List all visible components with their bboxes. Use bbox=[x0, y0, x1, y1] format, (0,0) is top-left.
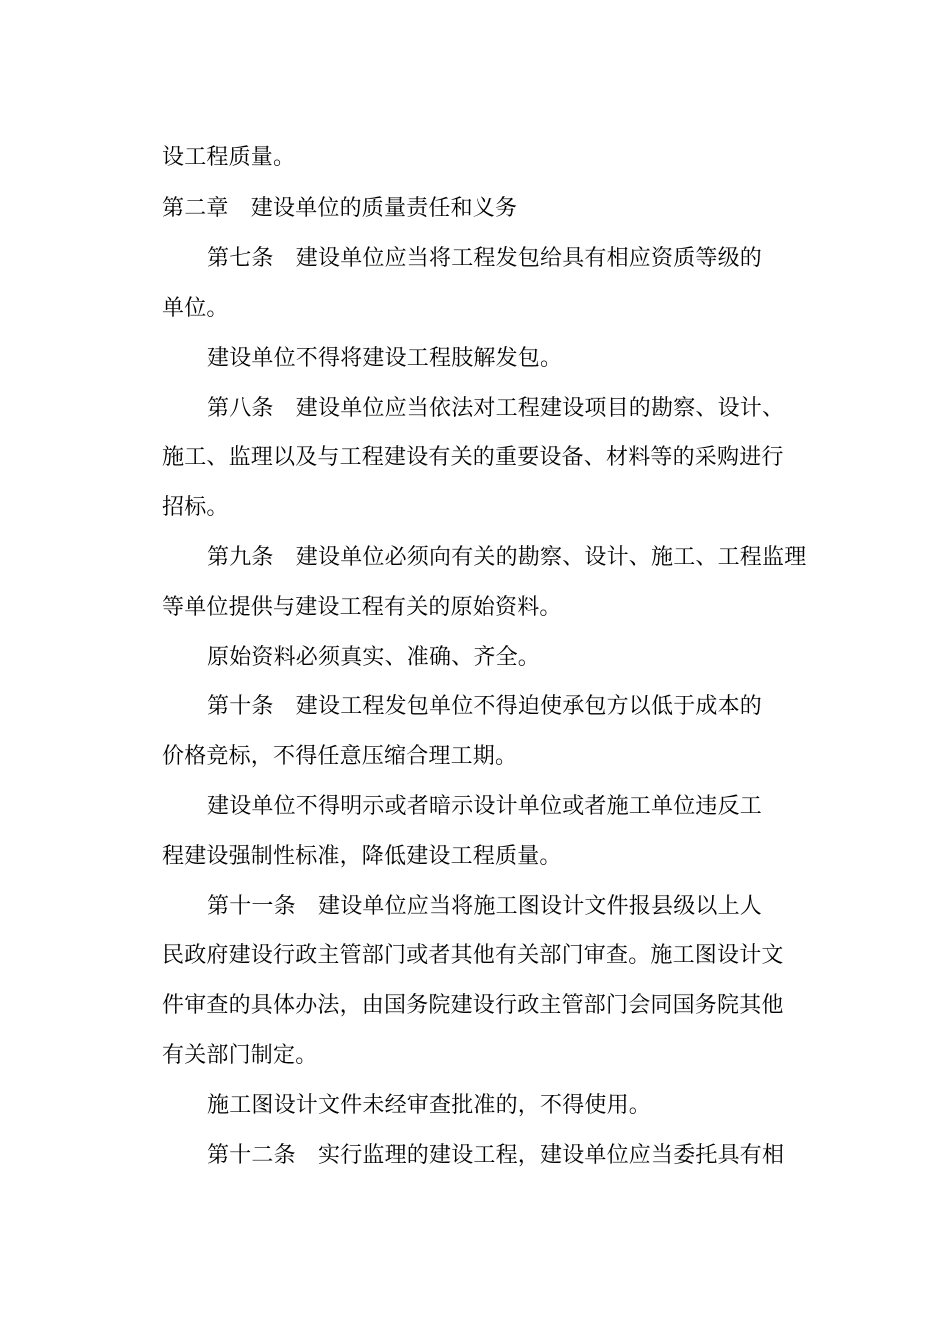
article-11-line-4: 有关部门制定。 bbox=[162, 1043, 318, 1068]
article-7-paragraph-2: 建设单位不得将建设工程肢解发包。 bbox=[207, 346, 563, 371]
article-9-paragraph-2: 原始资料必须真实、准确、齐全。 bbox=[207, 645, 541, 670]
article-8-line-1: 第八条 建设单位应当依法对工程建设项目的勘察、设计、 bbox=[207, 396, 785, 421]
article-11-line-2: 民政府建设行政主管部门或者其他有关部门审查。施工图设计文 bbox=[162, 943, 784, 968]
text-line-1: 设工程质量。 bbox=[162, 145, 296, 170]
article-10-paragraph-2-line-1: 建设单位不得明示或者暗示设计单位或者施工单位违反工 bbox=[207, 794, 763, 819]
article-9-line-2: 等单位提供与建设工程有关的原始资料。 bbox=[162, 595, 562, 620]
article-11-paragraph-2: 施工图设计文件未经审查批准的，不得使用。 bbox=[207, 1093, 652, 1118]
chapter-heading: 第二章 建设单位的质量责任和义务 bbox=[162, 196, 518, 221]
article-11-line-3: 件审查的具体办法，由国务院建设行政主管部门会同国务院其他 bbox=[162, 993, 784, 1018]
article-8-line-3: 招标。 bbox=[162, 495, 229, 520]
article-10-line-1: 第十条 建设工程发包单位不得迫使承包方以低于成本的 bbox=[207, 694, 763, 719]
article-11-line-1: 第十一条 建设单位应当将施工图设计文件报县级以上人 bbox=[207, 894, 763, 919]
article-10-line-2: 价格竞标，不得任意压缩合理工期。 bbox=[162, 744, 518, 769]
article-8-line-2: 施工、监理以及与工程建设有关的重要设备、材料等的采购进行 bbox=[162, 445, 784, 470]
article-7-line-2: 单位。 bbox=[162, 296, 229, 321]
article-9-line-1: 第九条 建设单位必须向有关的勘察、设计、施工、工程监理 bbox=[207, 545, 807, 570]
article-12-line-1: 第十二条 实行监理的建设工程，建设单位应当委托具有相 bbox=[207, 1143, 785, 1168]
article-10-paragraph-2-line-2: 程建设强制性标准，降低建设工程质量。 bbox=[162, 844, 562, 869]
article-7-line-1: 第七条 建设单位应当将工程发包给具有相应资质等级的 bbox=[207, 246, 763, 271]
